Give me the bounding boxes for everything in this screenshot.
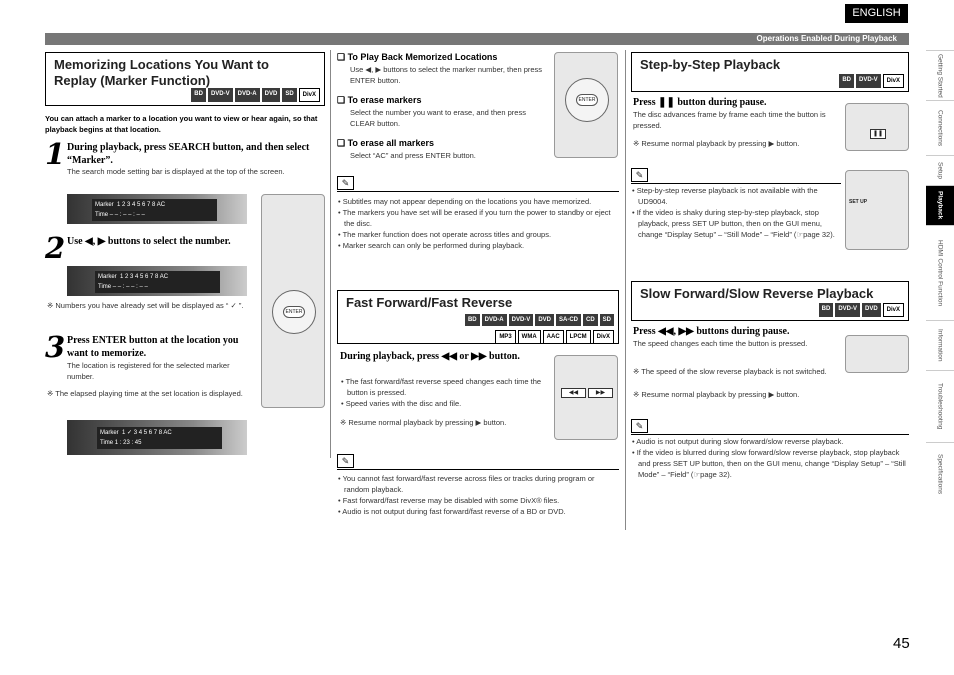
step-number: 2: [45, 231, 66, 265]
column-divider: [330, 50, 331, 458]
badge: DVD-V: [835, 303, 860, 317]
step-badges: [839, 74, 904, 88]
tab-specifications[interactable]: Specifications: [926, 442, 954, 505]
setup-label: SET UP: [849, 199, 868, 205]
badge: DVD-A: [482, 314, 507, 326]
note-item: • Subtitles may not appear depending on the locations you have memorized.: [338, 197, 592, 206]
pause-icon: ❚❚: [870, 129, 886, 139]
play-memo-heading: ❑ To Play Back Memorized Locations: [337, 52, 498, 62]
step-title: Press ENTER button at the location you want to memorize.: [67, 335, 239, 359]
ff-note: ※ Resume normal playback by pressing ▶ button.: [340, 418, 507, 427]
step-body: The disc advances frame by frame each time the button is pressed.: [633, 110, 826, 130]
ff-notes: [337, 469, 619, 517]
ff-heading-box: [337, 290, 619, 344]
marker-heading-box: [45, 52, 325, 106]
note-item: • The markers you have set will be erased if you turn the power to standby or eject the disc.: [338, 208, 611, 228]
step-heading-box: [631, 52, 909, 92]
badge: DivX: [299, 88, 320, 102]
badge: DivX: [883, 74, 904, 88]
dpad-icon: ENTER: [272, 290, 316, 334]
tab-information[interactable]: Information: [926, 320, 954, 370]
note-item: • Audio is not output during fast forward/fast reverse of a BD or DVD.: [338, 507, 566, 516]
remote-control-image: [554, 52, 618, 158]
tab-connections[interactable]: Connections: [926, 100, 954, 155]
step-title: Press ❚❚ button during pause.: [633, 97, 767, 108]
step-body: The speed changes each time the button is pressed.: [633, 339, 808, 348]
marker-bar: Marker 1 2 3 4 5 6 7 8 AC Time – – : – – : – –: [95, 271, 220, 293]
fast-forward-icon: ▶▶: [588, 388, 613, 398]
step-title: During playback, press SEARCH button, and then select “Marker”.: [67, 142, 310, 166]
slow-notes: [631, 434, 909, 480]
badge: DVD: [535, 314, 554, 326]
note-item: • Audio is not output during slow forward/slow reverse playback.: [632, 437, 844, 446]
step-note: ※ Resume normal playback by pressing ▶ button.: [633, 390, 800, 399]
bullet-item: • Speed varies with the disc and file.: [341, 399, 462, 408]
bullet-item: • The fast forward/fast reverse speed changes each time the button is pressed.: [341, 377, 542, 397]
badge: AAC: [543, 330, 564, 344]
badge: BD: [465, 314, 480, 326]
note-item: • Marker search can only be performed during playback.: [338, 241, 525, 250]
badge: DVD: [862, 303, 881, 317]
step-body: The location is registered for the selected marker number.: [67, 361, 230, 381]
badge: SD: [600, 314, 614, 326]
tab-hdmi-control[interactable]: HDMI Control Function: [926, 225, 954, 320]
step-number: 3: [45, 330, 66, 364]
erase-all-heading: ❑ To erase all markers: [337, 138, 434, 148]
badge: DivX: [883, 303, 904, 317]
remote-control-image: [845, 335, 909, 373]
slow-badges: [819, 303, 904, 317]
badge: WMA: [518, 330, 541, 344]
step-note: ※ Resume normal playback by pressing ▶ button.: [633, 139, 800, 148]
badge: DivX: [593, 330, 614, 344]
remote-control-image: [845, 103, 909, 151]
step-number: 1: [45, 137, 66, 171]
tab-playback[interactable]: Playback: [926, 185, 954, 225]
ff-badges: [495, 330, 614, 344]
ff-title: Fast Forward/Fast Reverse: [346, 295, 513, 310]
note-pencil-icon: ✎: [337, 454, 354, 468]
step-title: During playback, press ◀◀ or ▶▶ button.: [340, 351, 520, 362]
step-title-heading: Step-by-Step Playback: [640, 57, 781, 72]
ff-bullets: [340, 376, 546, 409]
tab-getting-started[interactable]: Getting Started: [926, 50, 954, 100]
section-bar: Operations Enabled During Playback: [45, 33, 909, 45]
badge: DVD-V: [208, 88, 233, 102]
language-label: ENGLISH: [845, 4, 908, 23]
badge: DVD: [262, 88, 281, 102]
badge: CD: [583, 314, 598, 326]
skip-buttons: [561, 388, 613, 398]
play-memo-text: Use ◀, ▶ buttons to select the marker number, then press ENTER button.: [350, 65, 543, 85]
remote-control-image: [845, 170, 909, 250]
step-title: Use ◀, ▶ buttons to select the number.: [67, 236, 231, 247]
erase-heading: ❑ To erase markers: [337, 95, 422, 105]
slow-heading-box: [631, 281, 909, 321]
remote-control-image: [261, 194, 325, 408]
ff-badges: [465, 314, 614, 326]
marker-bar-image: [67, 420, 247, 455]
note-item: • You cannot fast forward/fast reverse across files or tracks during program or random playback.: [338, 474, 595, 494]
badge: DVD-V: [509, 314, 534, 326]
note-item: • If the video is blurred during slow forward/slow reverse playback, stop playback and press SET UP button, then on the GUI menu, change “Display Setup” – “Still Mode” – “Field” (☞page 32).: [632, 448, 906, 479]
marker-notes: [337, 191, 619, 251]
page-number: 45: [893, 635, 910, 652]
step-body: The search mode setting bar is displayed at the top of the screen.: [67, 167, 285, 176]
step-note: ※ Numbers you have already set will be displayed as “ ✓ ”.: [47, 301, 244, 310]
note-item: • The marker function does not operate across titles and groups.: [338, 230, 552, 239]
badge: MP3: [495, 330, 515, 344]
badge: BD: [191, 88, 206, 102]
step-notes: [631, 183, 841, 240]
tab-troubleshooting[interactable]: Troubleshooting: [926, 370, 954, 442]
step-note: ※ The elapsed playing time at the set location is displayed.: [47, 389, 243, 398]
marker-bar: Marker 1 2 3 4 5 6 7 8 AC Time – – : – – : – –: [92, 199, 217, 221]
note-pencil-icon: ✎: [337, 176, 354, 190]
erase-all-text: Select “AC” and press ENTER button.: [350, 151, 476, 160]
marker-badges: [191, 88, 320, 102]
badge: SD: [282, 88, 296, 102]
note-item: • Step-by-step reverse playback is not available with the UD9004.: [632, 186, 818, 206]
marker-bar-image: [67, 194, 247, 224]
column-divider: [625, 50, 626, 530]
remote-control-image: [554, 355, 618, 440]
note-pencil-icon: ✎: [631, 419, 648, 433]
tab-setup[interactable]: Setup: [926, 155, 954, 185]
erase-text: Select the number you want to erase, and then press CLEAR button.: [350, 108, 526, 128]
marker-intro: You can attach a marker to a location you want to view or hear again, so that playback begins at that location.: [45, 114, 318, 134]
rewind-icon: ◀◀: [561, 388, 586, 398]
marker-bar: Marker 1 ✓ 3 4 5 6 7 8 AC Time 1 : 23 : 45: [97, 427, 222, 449]
note-item: • If the video is shaky during step-by-step playback, stop playback, press SET UP button, then on the GUI menu, change “Display Setup” – “Still Mode” – “Field” (☞page 32).: [632, 208, 835, 239]
note-item: • Fast forward/fast reverse may be disabled with some DivX® files.: [338, 496, 560, 505]
badge: SA-CD: [556, 314, 581, 326]
marker-title: Memorizing Locations You Want to Replay (Marker Function): [54, 57, 269, 88]
dpad-icon: ENTER: [565, 78, 609, 122]
badge: LPCM: [566, 330, 591, 344]
marker-bar-image: [67, 266, 247, 296]
note-pencil-icon: ✎: [631, 168, 648, 182]
badge: BD: [839, 74, 854, 88]
badge: DVD-A: [235, 88, 260, 102]
step-title: Press ◀◀, ▶▶ buttons during pause.: [633, 326, 790, 337]
badge: BD: [819, 303, 834, 317]
step-note: ※ The speed of the slow reverse playback is not switched.: [633, 367, 827, 376]
slow-title: Slow Forward/Slow Reverse Playback: [640, 286, 874, 301]
badge: DVD-V: [856, 74, 881, 88]
